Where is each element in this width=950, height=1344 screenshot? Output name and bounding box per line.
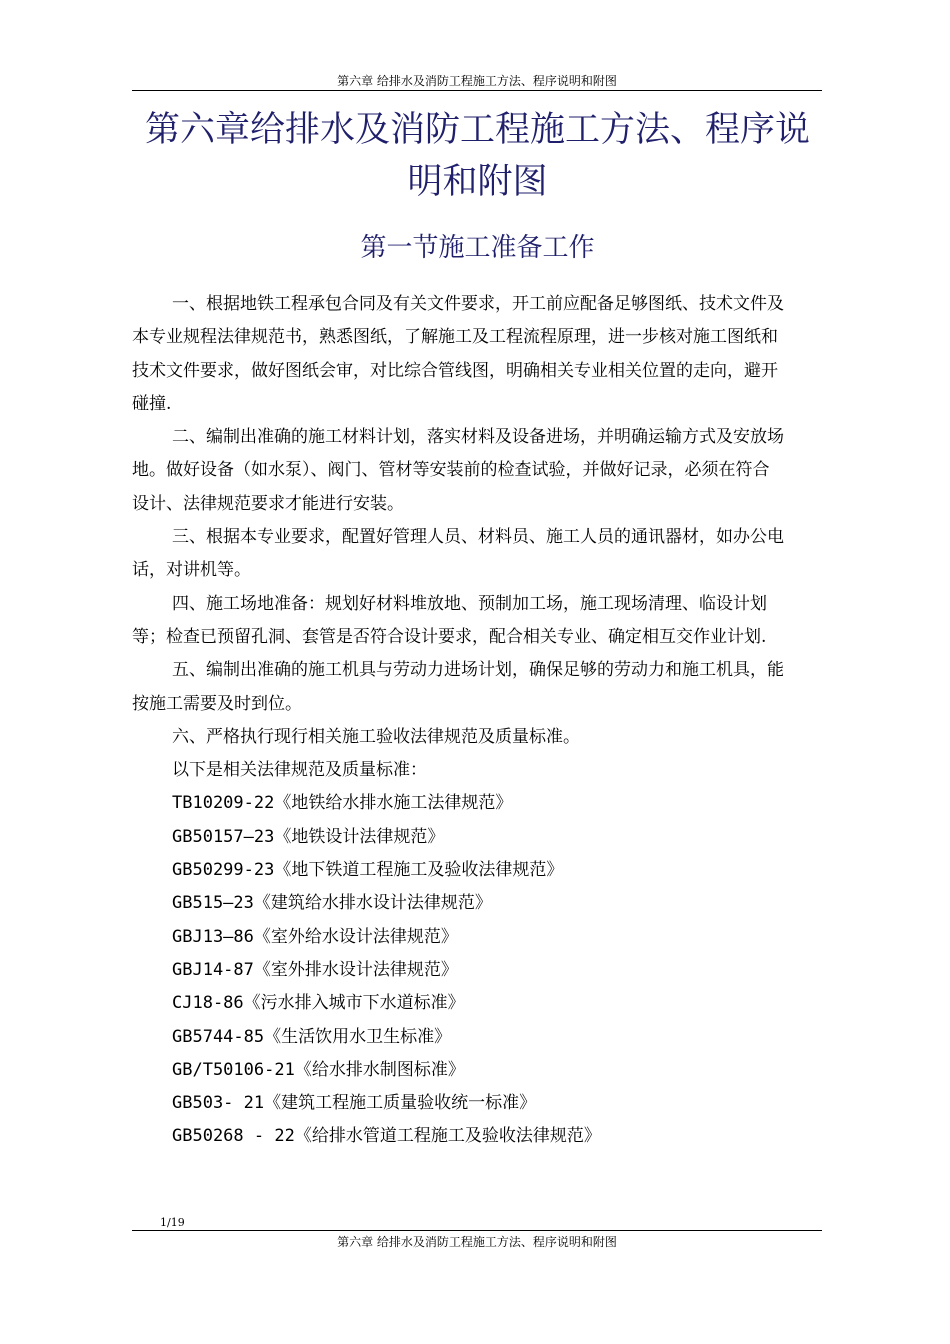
paragraph-line: 五、编制出准确的施工机具与劳动力进场计划，确保足够的劳动力和施工机具，能 [172,660,784,681]
header-text: 第六章 给排水及消防工程施工方法、程序说明和附图 [337,74,617,88]
chapter-title-line-1: 第六章给排水及消防工程施工方法、程序说 [144,110,810,150]
chapter-title [130,104,825,208]
paragraph-line: 设计、法律规范要求才能进行安装。 [132,493,404,514]
page-number: 1/19 [160,1216,185,1229]
page-footer [132,1230,822,1247]
paragraph-line: 话，对讲机等。 [132,560,251,581]
paragraph-line: 一、根据地铁工程承包合同及有关文件要求，开工前应配备足够图纸、技术文件及 [172,294,784,314]
paragraph-6 [132,721,822,754]
standard-item: GBJ13—86《室外给水设计法律规范》 [172,926,458,947]
paragraph-line: 二、编制出准确的施工材料计划，落实材料及设备进场，并明确运输方式及安放场 [172,427,784,448]
paragraph-line: 三、根据本专业要求，配置好管理人员、材料员、施工人员的通讯器材，如办公电 [172,527,784,548]
paragraph-line: 按施工需要及时到位。 [132,693,302,714]
standard-item: GBJ14-87《室外排水设计法律规范》 [172,959,458,980]
paragraph-line: 技术文件要求，做好图纸会审，对比综合管线图，明确相关专业相关位置的走向，避开 [132,360,778,381]
standard-item: GB50299-23《地下铁道工程施工及验收法律规范》 [172,860,564,881]
standard-item: GB/T50106-21《给水排水制图标准》 [172,1059,465,1080]
paragraph-line: 以下是相关法律规范及质量标准： [172,760,427,781]
standard-item: GB5744-85《生活饮用水卫生标准》 [172,1026,452,1047]
paragraph-3 [132,521,822,588]
standard-item: GB515—23《建筑给水排水设计法律规范》 [172,893,492,914]
paragraph-line: 本专业规程法律规范书，熟悉图纸，了解施工及工程流程原理，进一步核对施工图纸和 [132,327,778,348]
footer-text: 第六章 给排水及消防工程施工方法、程序说明和附图 [337,1235,617,1249]
document-body [132,288,822,1154]
standard-item: GB50157—23《地铁设计法律规范》 [172,826,445,847]
standards-list [132,787,822,1153]
paragraph-5 [132,654,822,721]
paragraph-7 [132,754,822,787]
paragraph-4 [132,588,822,655]
standard-item: CJ18-86《污水排入城市下水道标准》 [172,993,465,1014]
paragraph-1 [132,288,822,421]
paragraph-line: 地。做好设备（如水泵）、阀门、管材等安装前的检查试验，并做好记录，必须在符合 [132,460,770,481]
paragraph-line: 六、严格执行现行相关施工验收法律规范及质量标准。 [172,726,580,747]
page-header [132,70,822,91]
paragraph-line: 等；检查已预留孔洞、套管是否符合设计要求，配合相关专业、确定相互交作业计划. [132,626,767,647]
standard-item: GB50268 - 22《给排水管道工程施工及验收法律规范》 [172,1126,601,1147]
chapter-title-line-2: 明和附图 [407,162,548,202]
paragraph-line: 碰撞. [132,393,172,414]
paragraph-2 [132,421,822,521]
section-title: 第一节施工准备工作 [360,233,595,263]
paragraph-line: 四、施工场地准备：规划好材料堆放地、预制加工场，施工现场清理、临设计划 [172,593,767,614]
standard-item: TB10209-22《地铁给水排水施工法律规范》 [172,793,513,814]
standard-item: GB503- 21《建筑工程施工质量验收统一标准》 [172,1093,537,1114]
